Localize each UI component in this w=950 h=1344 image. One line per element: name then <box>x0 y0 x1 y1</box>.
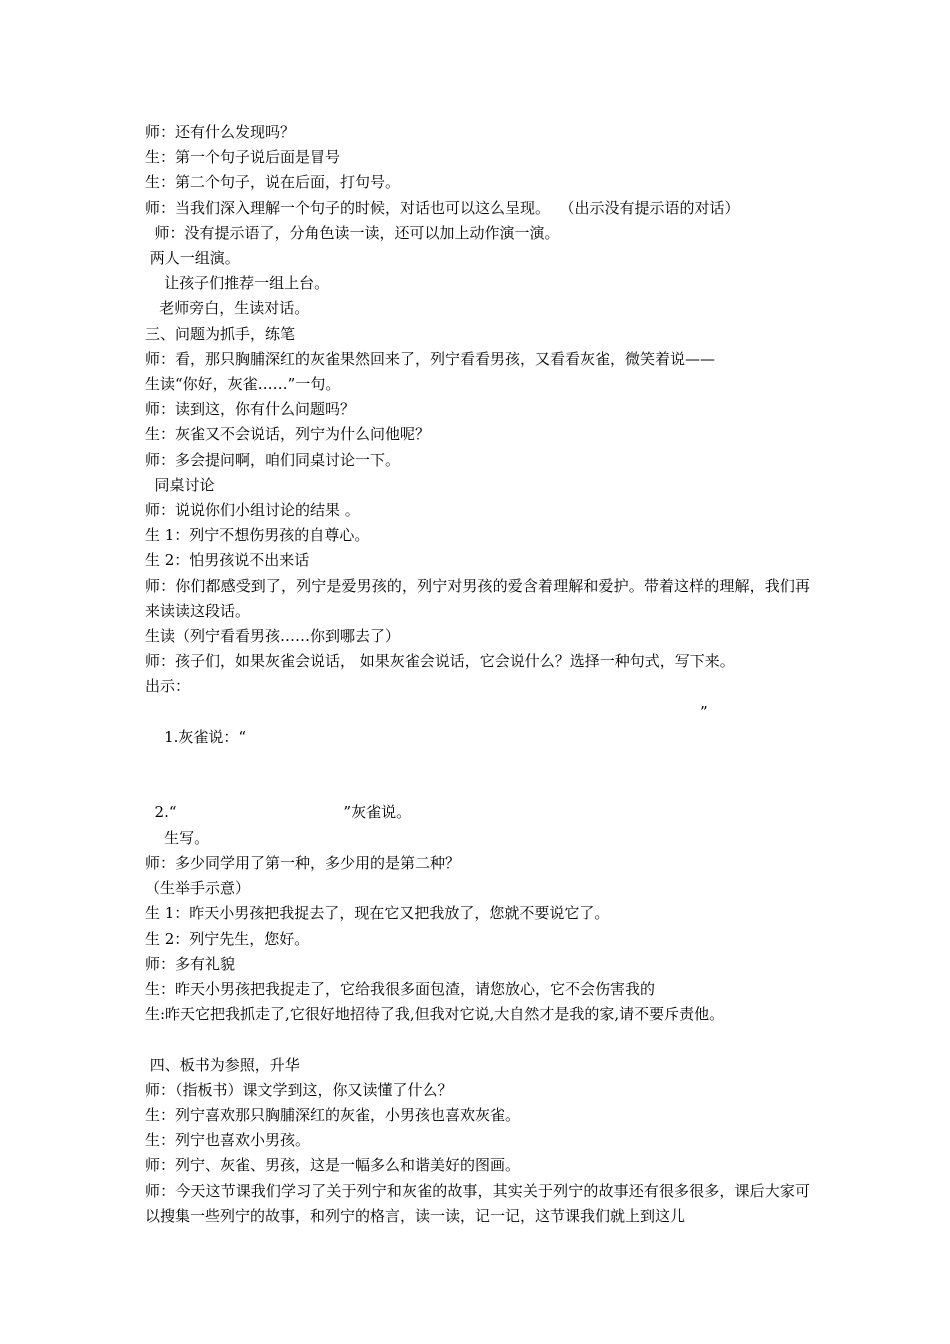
text-line: 生 2：列宁先生，您好。 <box>145 929 310 948</box>
text-line: 生:昨天它把我抓走了,它很好地招待了我,但我对它说,大自然才是我的家,请不要斥责他。 <box>145 1005 725 1024</box>
text-line: 生写。 <box>145 828 210 847</box>
blank-line <box>145 1027 810 1052</box>
option-1-open: 1.灰雀说：“ <box>164 727 247 746</box>
text-line: 生读（列宁看看男孩……你到哪去了） <box>145 627 401 646</box>
option-1-close-quote: ” <box>700 702 708 721</box>
text-line: 生：列宁喜欢那只胸脯深红的灰雀，小男孩也喜欢灰雀。 <box>145 1105 521 1124</box>
text-line: 师：当我们深入理解一个句子的时候，对话也可以这么呈现。 （出示没有提示语的对话） <box>145 198 740 217</box>
text-line: 两人一组演。 <box>145 249 240 268</box>
text-line: 师：没有提示语了，分角色读一读，还可以加上动作演一演。 <box>145 223 560 242</box>
text-line: 生：第二个句子，说在后面，打句号。 <box>145 173 401 192</box>
text-line: 师：多少同学用了第一种，多少用的是第二种？ <box>145 853 461 872</box>
text-line: （生举手示意） <box>145 879 251 898</box>
text-line: 师：还有什么发现吗？ <box>145 123 296 141</box>
text-line: 生：列宁也喜欢小男孩。 <box>145 1131 311 1150</box>
option-line-2: 2.“ ”灰雀说。 <box>145 803 412 822</box>
text-line: 师：多有礼貌 <box>145 954 236 973</box>
paragraph: 师：你们都感受到了，列宁是爱男孩的，列宁对男孩的爱含着理解和爱护。带着这样的理解，我们再来读读这段话。 <box>145 576 810 620</box>
text-line: 师：读到这，你有什么问题吗？ <box>145 400 356 419</box>
document-page <box>145 120 810 1229</box>
text-line: 出示： <box>145 677 191 696</box>
text-line: 师：多会提问啊，咱们同桌讨论一下。 <box>145 450 401 469</box>
text-line: 老师旁白，生读对话。 <box>145 299 310 318</box>
text-line: 师：孩子们，如果灰雀会说话， 如果灰雀会说话，它会说什么？选择一种句式，写下来。 <box>145 652 735 671</box>
text-line: 生 1：列宁不想伤男孩的自尊心。 <box>145 526 370 545</box>
text-line: 生：灰雀又不会说话，列宁为什么问他呢？ <box>145 425 431 444</box>
text-line: 师：说说你们小组讨论的结果 。 <box>145 501 360 520</box>
text-line: 师：（指板书）课文学到这，你又读懂了什么？ <box>145 1080 453 1099</box>
text-line: 生 2：怕男孩说不出来话 <box>145 551 310 570</box>
text-line: 生：昨天小男孩把我捉走了，它给我很多面包渣，请您放心，它不会伤害我的 <box>145 979 656 998</box>
text-line: 同桌讨论 <box>145 475 215 494</box>
text-line: 让孩子们推荐一组上台。 <box>145 274 330 293</box>
section-heading: 三、问题为抓手，练笔 <box>145 324 296 343</box>
text-line: 师：列宁、灰雀、男孩，这是一幅多么和谐美好的图画。 <box>145 1156 521 1175</box>
option-line-1 <box>145 700 810 801</box>
section-heading: 四、板书为参照，升华 <box>145 1055 300 1074</box>
paragraph: 师：今天这节课我们学习了关于列宁和灰雀的故事，其实关于列宁的故事还有很多很多，课后大家可以搜集一些列宁的故事，和列宁的格言，读一读，记一记，这节课我们就上到这儿 <box>145 1181 810 1225</box>
text-line: 生 1：昨天小男孩把我捉去了，现在它又把我放了，您就不要说它了。 <box>145 904 610 923</box>
text-line: 生：第一个句子说后面是冒号 <box>145 148 341 167</box>
text-line: 生读“你好，灰雀……”一句。 <box>145 375 341 394</box>
text-line: 师：看，那只胸脯深红的灰雀果然回来了，列宁看看男孩，又看看灰雀，微笑着说—— <box>145 349 716 368</box>
